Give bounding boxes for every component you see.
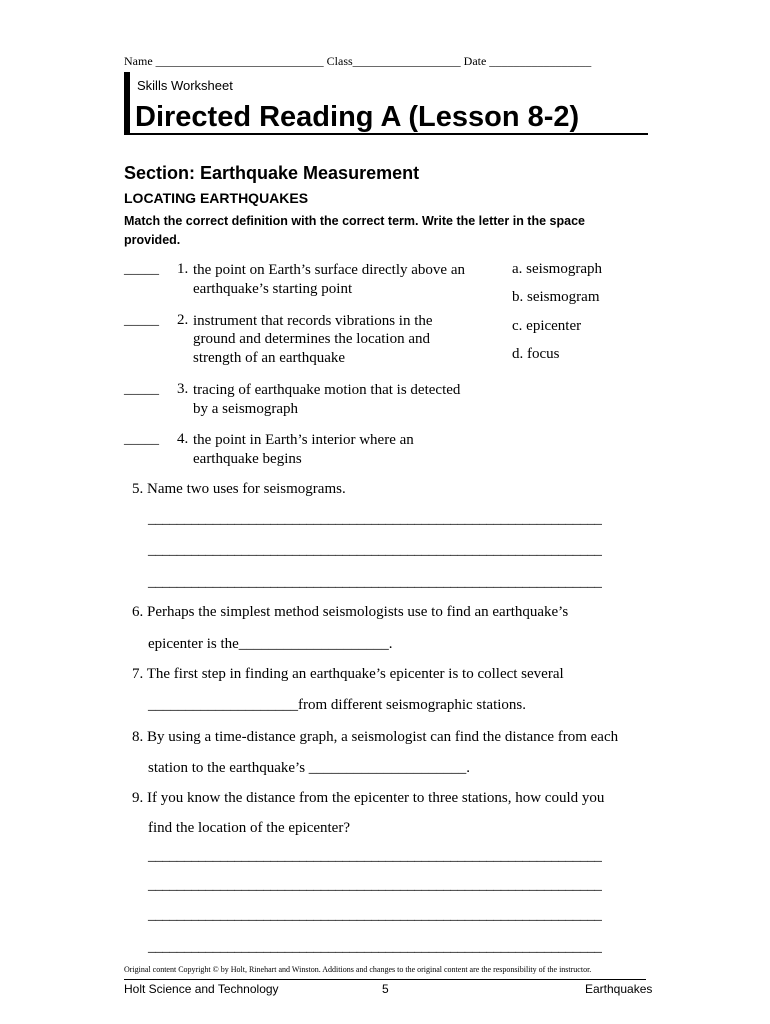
term-option-d: d. focus bbox=[512, 346, 560, 362]
item-definition-line: the point on Earth’s surface directly above an bbox=[193, 262, 465, 278]
item-definition-line: strength of an earthquake bbox=[193, 350, 346, 366]
answer-blank[interactable]: _____ bbox=[124, 432, 159, 447]
answer-line[interactable]: _______________________________________________________________ bbox=[148, 574, 602, 590]
copyright-notice: Original content Copyright © by Holt, Rinehart and Winston. Additions and changes to the original content are the responsibility of the instructor. bbox=[124, 965, 592, 974]
answer-line[interactable]: _______________________________________________________________ bbox=[148, 939, 602, 955]
question-9-line-2: find the location of the epicenter? bbox=[148, 820, 350, 836]
title-bar-accent bbox=[124, 72, 130, 135]
answer-blank[interactable]: _____ bbox=[124, 262, 159, 277]
name-class-date-line: Name ____________________________ Class__________________ Date _________________ bbox=[124, 54, 592, 68]
item-number: 3. bbox=[177, 381, 189, 397]
item-definition-line: instrument that records vibrations in the bbox=[193, 313, 433, 329]
item-number: 1. bbox=[177, 261, 189, 277]
instructions: Match the correct definition with the correct term. Write the letter in the space provided. bbox=[124, 214, 585, 247]
footer-chapter: Earthquakes bbox=[585, 982, 653, 996]
item-definition-line: tracing of earthquake motion that is detected bbox=[193, 382, 461, 398]
question-6: 6. Perhaps the simplest method seismologists use to find an earthquake’s bbox=[132, 604, 569, 620]
question-7: 7. The first step in finding an earthquake’s epicenter is to collect several bbox=[132, 666, 564, 682]
item-definition-line: by a seismograph bbox=[193, 401, 298, 417]
term-option-c: c. epicenter bbox=[512, 318, 582, 334]
answer-line[interactable]: _______________________________________________________________ bbox=[148, 907, 602, 923]
question-6-blank-line[interactable]: epicenter is the____________________. bbox=[148, 636, 393, 652]
item-number: 2. bbox=[177, 312, 189, 328]
answer-blank[interactable]: _____ bbox=[124, 313, 159, 328]
answer-blank[interactable]: _____ bbox=[124, 382, 159, 397]
answer-line[interactable]: _______________________________________________________________ bbox=[148, 542, 602, 558]
page-title: Directed Reading A (Lesson 8-2) bbox=[135, 101, 580, 133]
item-definition-line: the point in Earth’s interior where an bbox=[193, 432, 414, 448]
item-definition-line: earthquake begins bbox=[193, 451, 302, 467]
page-number: 5 bbox=[382, 982, 389, 996]
answer-line[interactable]: _______________________________________________________________ bbox=[148, 511, 602, 527]
section-title: Section: Earthquake Measurement bbox=[124, 163, 420, 183]
worksheet-type-label: Skills Worksheet bbox=[137, 78, 233, 93]
question-9: 9. If you know the distance from the epicenter to three stations, how could you bbox=[132, 790, 605, 806]
footer-rule bbox=[124, 979, 646, 980]
question-8-blank-line[interactable]: station to the earthquake’s _____________________. bbox=[148, 760, 471, 776]
answer-line[interactable]: _______________________________________________________________ bbox=[148, 848, 602, 864]
term-option-b: b. seismogram bbox=[512, 289, 600, 305]
term-option-a: a. seismograph bbox=[512, 261, 602, 277]
footer-publisher: Holt Science and Technology bbox=[124, 982, 279, 996]
item-number: 4. bbox=[177, 431, 189, 447]
answer-line[interactable]: _______________________________________________________________ bbox=[148, 877, 602, 893]
lesson-subtitle: LOCATING EARTHQUAKES bbox=[124, 190, 309, 206]
item-definition-line: ground and determines the location and bbox=[193, 331, 431, 347]
question-8: 8. By using a time-distance graph, a seismologist can find the distance from each bbox=[132, 729, 619, 745]
question-7-blank-line[interactable]: ____________________from different seismographic stations. bbox=[148, 697, 527, 713]
question-5: 5. Name two uses for seismograms. bbox=[132, 481, 346, 497]
item-definition-line: earthquake’s starting point bbox=[193, 281, 353, 297]
